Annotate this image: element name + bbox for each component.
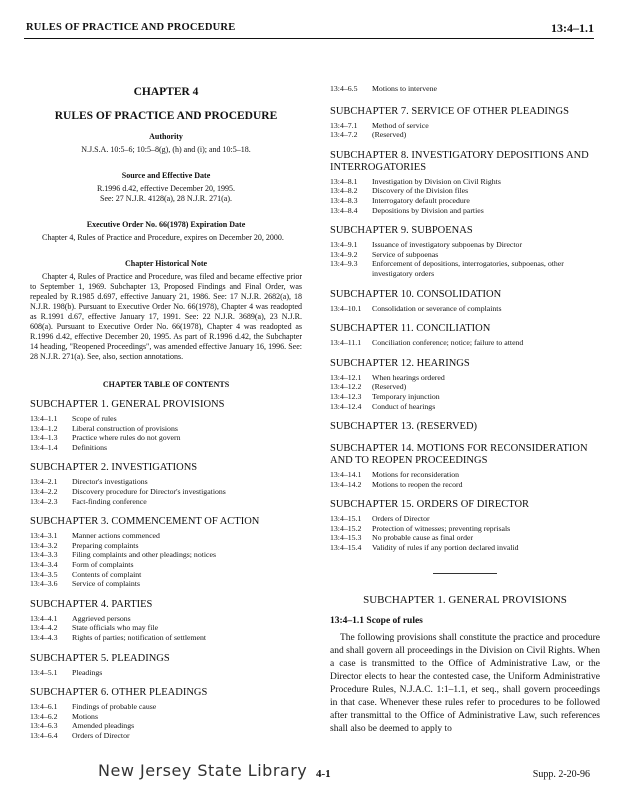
authority-text: N.J.S.A. 10:5–6; 10:5–8(g), (h) and (i); and 10:5–18. xyxy=(81,145,251,154)
toc-entry xyxy=(30,633,302,643)
toc-right-list xyxy=(330,106,600,553)
toc-entry-title: Motions to reopen the record xyxy=(372,479,463,489)
toc-entry-title: Protection of witnesses; preventing reprisals xyxy=(372,523,511,533)
toc-entry-title: Enforcement of depositions, interrogatories, subpoenas, other investigatory orders xyxy=(372,259,564,278)
toc-entry-title: State officials who may file xyxy=(72,623,159,633)
toc-entry-number: 13:4–8.4 xyxy=(330,205,358,215)
toc-entry xyxy=(330,402,600,412)
toc-entry-title: Orders of Director xyxy=(72,730,130,740)
toc-entry-number: 13:4–5.1 xyxy=(30,667,58,677)
body-subchapter-heading: SUBCHAPTER 1. GENERAL PROVISIONS xyxy=(363,593,567,606)
toc-entry-number: 13:4–11.1 xyxy=(330,338,362,348)
toc-entry-title: Orders of Director xyxy=(372,514,430,524)
toc-entry-title: Findings of probable cause xyxy=(72,702,157,712)
toc-entry-group xyxy=(330,514,600,552)
toc-entry-title: Contents of complaint xyxy=(72,569,142,579)
toc-entry-title: Definitions xyxy=(72,442,108,452)
chapter-number: CHAPTER 4 xyxy=(133,86,199,98)
toc-entry-title: Discovery of the Division files xyxy=(372,186,469,196)
toc-entry-title: Consolidation or severance of complaints xyxy=(372,303,502,313)
toc-subchapter-heading: SUBCHAPTER 13. (RESERVED) xyxy=(330,421,478,433)
toc-entry xyxy=(30,550,302,560)
toc-entry-number: 13:4–12.4 xyxy=(330,401,362,411)
toc-entry-group xyxy=(330,240,600,278)
toc-entry-title: Director's investigations xyxy=(72,477,148,487)
toc-entry-title: Liberal construction of provisions xyxy=(72,423,178,433)
toc-entry xyxy=(30,731,302,741)
toc-entry-number: 13:4–7.2 xyxy=(330,130,358,140)
toc-entry xyxy=(30,531,302,541)
toc-entry xyxy=(30,487,302,497)
toc-entry xyxy=(330,240,600,250)
toc-subchapter-heading: SUBCHAPTER 6. OTHER PLEADINGS xyxy=(30,687,208,699)
toc-entry-title: Practice where rules do not govern xyxy=(72,433,181,443)
toc-entry xyxy=(30,712,302,722)
toc-entry xyxy=(330,177,600,187)
toc-entry-number: 13:4–14.2 xyxy=(330,479,362,489)
toc-entry-group xyxy=(30,668,302,678)
toc-entry xyxy=(330,206,600,216)
toc-entry xyxy=(30,668,302,678)
toc-subchapter-heading: SUBCHAPTER 12. HEARINGS xyxy=(330,357,470,369)
toc-entry xyxy=(330,533,600,543)
toc-entry-title: Depositions by Division and parties xyxy=(372,205,484,215)
toc-entry-number: 13:4–2.2 xyxy=(30,486,58,496)
toc-entry-title: Investigation by Division on Civil Rights xyxy=(372,176,501,186)
toc-entry-number: 13:4–15.3 xyxy=(330,533,362,543)
history-text: Chapter 4, Rules of Practice and Procedure, was filed and became effective prior to September 1, 1969. Subchapter 13, Proposed Findings and Final Order, was repealed by R.1985 d.697, effective January 21, 1986. See: 17 N.J.R. 2682(a), 18 N.J.R. 198(b). Pursuant to Executive Order No. 66(1978), Chapter 4 was readopted as R.1991 d.67, effective January 17, 1991. See: 22 N.J.R. 3689(a), 23 N.J.R. 608(a). Pursuant to Executive Order No. 66(1978), Chapter 4 was readopted as R.1996 d.42, effective December 20, 1995. As part of R.1996 d.42, the Subchapter 14 heading, "Reopened Proceedings", was amended effective January 16, 1996. See: 28 N.J.R. 271(a). See, also, section annotations. xyxy=(30,272,302,361)
source-text-2: See: 27 N.J.R. 4128(a), 28 N.J.R. 271(a). xyxy=(100,194,232,203)
toc-entry-number: 13:4–12.1 xyxy=(330,372,362,382)
toc-entry-title: Filing complaints and other pleadings; notices xyxy=(72,550,217,560)
toc-entry xyxy=(330,338,600,348)
toc-entry-title: Motions for reconsideration xyxy=(372,470,460,480)
toc-subchapter-heading: SUBCHAPTER 8. INVESTIGATORY DEPOSITIONS AND INTERROGATORIES xyxy=(330,149,589,173)
toc-entry-title: Service of subpoenas xyxy=(372,249,439,259)
toc-entry-group xyxy=(330,121,600,140)
toc-title: CHAPTER TABLE OF CONTENTS xyxy=(102,380,230,389)
toc-entry xyxy=(330,514,600,524)
toc-entry-number: 13:4–3.1 xyxy=(30,531,58,541)
toc-entry-number: 13:4–1.4 xyxy=(30,442,58,452)
toc-entry xyxy=(330,250,600,260)
source-text-1: R.1996 d.42, effective December 20, 1995. xyxy=(96,184,236,193)
toc-entry-number: 13:4–8.1 xyxy=(330,176,358,186)
toc-entry-title: (Reserved) xyxy=(372,130,407,140)
toc-entry-number: 13:4–1.1 xyxy=(30,414,58,423)
toc-entry-number: 13:4–15.1 xyxy=(330,514,362,524)
toc-entry-title: Method of service xyxy=(372,120,429,130)
toc-entry-title: Validity of rules if any portion declared invalid xyxy=(372,543,519,553)
toc-entry-number: 13:4–9.3 xyxy=(330,259,358,269)
toc-entry-number: 13:4–4.1 xyxy=(30,613,58,623)
toc-entry-title: Scope of rules xyxy=(72,414,117,423)
toc-subchapter-heading: SUBCHAPTER 4. PARTIES xyxy=(30,598,153,610)
toc-entry xyxy=(330,196,600,206)
toc-entry xyxy=(30,623,302,633)
authority-heading: Authority xyxy=(149,132,183,141)
toc-subchapter-heading: SUBCHAPTER 15. ORDERS OF DIRECTOR xyxy=(330,499,530,511)
supplement-date: Supp. 2-20-96 xyxy=(532,769,590,780)
toc-entry-number: 13:4–3.2 xyxy=(30,540,58,550)
toc-entry-title: Form of complaints xyxy=(72,559,134,569)
toc-entry-number: 13:4–4.3 xyxy=(30,632,58,642)
toc-entry xyxy=(330,259,600,278)
toc-entry-number: 13:4–9.1 xyxy=(330,240,358,250)
toc-subchapter-heading: SUBCHAPTER 9. SUBPOENAS xyxy=(330,225,473,237)
toc-entry-number: 13:4–15.2 xyxy=(330,523,362,533)
toc-entry xyxy=(330,304,600,314)
toc-entry-title: No probable cause as final order xyxy=(372,533,474,543)
toc-entry xyxy=(330,470,600,480)
toc-entry xyxy=(30,424,302,434)
toc-entry xyxy=(30,433,302,443)
toc-entry xyxy=(30,614,302,624)
toc-entry-number: 13:4–2.1 xyxy=(30,477,58,487)
toc-entry xyxy=(30,560,302,570)
toc-entry-title: Fact-finding conference xyxy=(72,496,147,506)
toc-entry-title: Conciliation conference; notice; failure to attend xyxy=(372,338,524,348)
toc-entry-number: 13:4–3.3 xyxy=(30,550,58,560)
toc-entry-group xyxy=(330,304,600,314)
toc-entry-group xyxy=(330,177,600,215)
toc-entry-number: 13:4–3.4 xyxy=(30,559,58,569)
toc-entry-group xyxy=(330,338,600,348)
toc-entry xyxy=(330,480,600,490)
running-header-section: 13:4–1.1 xyxy=(551,21,594,35)
toc-entry-number: 13:4–2.3 xyxy=(30,496,58,506)
toc-subchapter-heading: SUBCHAPTER 2. INVESTIGATIONS xyxy=(30,462,198,474)
toc-entry-number: 13:4–6.5 xyxy=(330,84,358,93)
toc-entry-title: Aggrieved persons xyxy=(72,613,131,623)
toc-subchapter-heading: SUBCHAPTER 10. CONSOLIDATION xyxy=(330,288,502,300)
toc-entry xyxy=(330,186,600,196)
toc-entry-number: 13:4–8.2 xyxy=(330,186,358,196)
left-column xyxy=(30,62,302,740)
rule-title: 13:4–1.1 Scope of rules xyxy=(330,615,423,626)
eo-text: Chapter 4, Rules of Practice and Procedure, expires on December 20, 2000. xyxy=(42,233,284,242)
eo-heading: Executive Order No. 66(1978) Expiration Date xyxy=(86,220,246,229)
toc-entry xyxy=(30,497,302,507)
toc-entry-title: Temporary injunction xyxy=(372,391,440,401)
toc-entry-number: 13:4–1.2 xyxy=(30,423,58,433)
toc-entry-number: 13:4–6.1 xyxy=(30,702,58,712)
running-header xyxy=(24,20,594,39)
toc-left-list xyxy=(30,399,302,740)
toc-entry-number: 13:4–1.3 xyxy=(30,433,58,443)
toc-entry-title: Pleadings xyxy=(72,667,103,677)
toc-entry-number: 13:4–12.2 xyxy=(330,382,362,392)
toc-entry-number: 13:4–15.4 xyxy=(330,543,362,553)
toc-subchapter-heading: SUBCHAPTER 5. PLEADINGS xyxy=(30,652,170,664)
toc-entry-number: 13:4–6.2 xyxy=(30,711,58,721)
toc-entry-group xyxy=(30,477,302,506)
toc-subchapter-heading: SUBCHAPTER 14. MOTIONS FOR RECONSIDERATION AND TO REOPEN PROCEEDINGS xyxy=(330,443,588,467)
toc-entry xyxy=(330,130,600,140)
toc-entry-group xyxy=(30,702,302,740)
toc-entry-number: 13:4–12.3 xyxy=(330,391,362,401)
running-header-title: RULES OF PRACTICE AND PROCEDURE xyxy=(26,22,236,33)
section-divider xyxy=(433,573,497,574)
toc-entry-title: Conduct of hearings xyxy=(372,401,436,411)
toc-entry-title: Motions xyxy=(72,711,98,721)
toc-entry xyxy=(330,524,600,534)
toc-entry-group xyxy=(330,373,600,411)
source-heading: Source and Effective Date xyxy=(121,171,211,180)
toc-entry-group xyxy=(330,470,600,489)
toc-entry-group xyxy=(30,614,302,643)
history-heading: Chapter Historical Note xyxy=(124,259,208,268)
toc-entry-number: 13:4–14.1 xyxy=(330,470,362,480)
toc-entry-number: 13:4–8.3 xyxy=(330,195,358,205)
right-column xyxy=(330,84,600,736)
toc-entry xyxy=(330,373,600,383)
toc-entry xyxy=(330,543,600,553)
toc-entry-number: 13:4–3.6 xyxy=(30,579,58,589)
toc-entry xyxy=(30,570,302,580)
toc-entry-number: 13:4–6.4 xyxy=(30,730,58,740)
toc-entry-group xyxy=(30,531,302,589)
toc-entry xyxy=(30,579,302,589)
toc-entry-title: Manner actions commenced xyxy=(72,531,160,541)
toc-entry-title: Issuance of investigatory subpoenas by Director xyxy=(372,240,523,250)
toc-entry-title: Rights of parties; notification of settlement xyxy=(72,632,207,642)
toc-entry xyxy=(330,121,600,131)
toc-entry-number: 13:4–7.1 xyxy=(330,120,358,130)
toc-entry-title: Preparing complaints xyxy=(72,540,139,550)
toc-entry xyxy=(330,392,600,402)
toc-entry xyxy=(30,414,302,424)
toc-entry-group xyxy=(30,414,302,452)
toc-subchapter-heading: SUBCHAPTER 1. GENERAL PROVISIONS xyxy=(30,399,225,410)
toc-subchapter-heading: SUBCHAPTER 7. SERVICE OF OTHER PLEADINGS xyxy=(330,105,569,117)
toc-entry xyxy=(30,702,302,712)
toc-entry-title: (Reserved) xyxy=(372,382,407,392)
toc-entry xyxy=(330,382,600,392)
rule-text: The following provisions shall constitute the practice and procedure and shall govern all proceedings in the Division on Civil Rights. When a case is transmitted to the Office of Administrative Law, or the Director elects to hear the contested case, the Uniform Administrative Procedure Rules, N.J.A.C. 1:1–1.1, et seq., shall govern proceedings in that case. Whenever these rules refer to procedures to be followed after transmittal to the Office of Administrative Law, such references shall also be deemed to apply to xyxy=(330,632,600,734)
toc-entry-number: 13:4–6.3 xyxy=(30,721,58,731)
toc-entry xyxy=(30,721,302,731)
toc-entry-title: Motions to intervene xyxy=(372,84,437,93)
toc-entry-title: When hearings ordered xyxy=(372,372,445,382)
toc-entry xyxy=(30,443,302,453)
toc-entry-number: 13:4–9.2 xyxy=(330,249,358,259)
toc-entry xyxy=(30,477,302,487)
toc-entry-number: 13:4–3.5 xyxy=(30,569,58,579)
toc-subchapter-heading: SUBCHAPTER 11. CONCILIATION xyxy=(330,323,491,335)
toc-subchapter-heading: SUBCHAPTER 3. COMMENCEMENT OF ACTION xyxy=(30,516,260,528)
toc-entry-title: Service of complaints xyxy=(72,579,140,589)
library-watermark: New Jersey State Library xyxy=(98,761,308,780)
toc-entry xyxy=(30,541,302,551)
chapter-title: RULES OF PRACTICE AND PROCEDURE xyxy=(54,110,278,122)
toc-entry-title: Amended pleadings xyxy=(72,721,135,731)
toc-entry-number: 13:4–4.2 xyxy=(30,623,58,633)
toc-entry xyxy=(330,84,600,94)
page-number: 4-1 xyxy=(316,768,331,780)
toc-entry-number: 13:4–10.1 xyxy=(330,303,362,313)
toc-entry-title: Discovery procedure for Director's investigations xyxy=(72,486,226,496)
toc-entry-title: Interrogatory default procedure xyxy=(372,195,470,205)
